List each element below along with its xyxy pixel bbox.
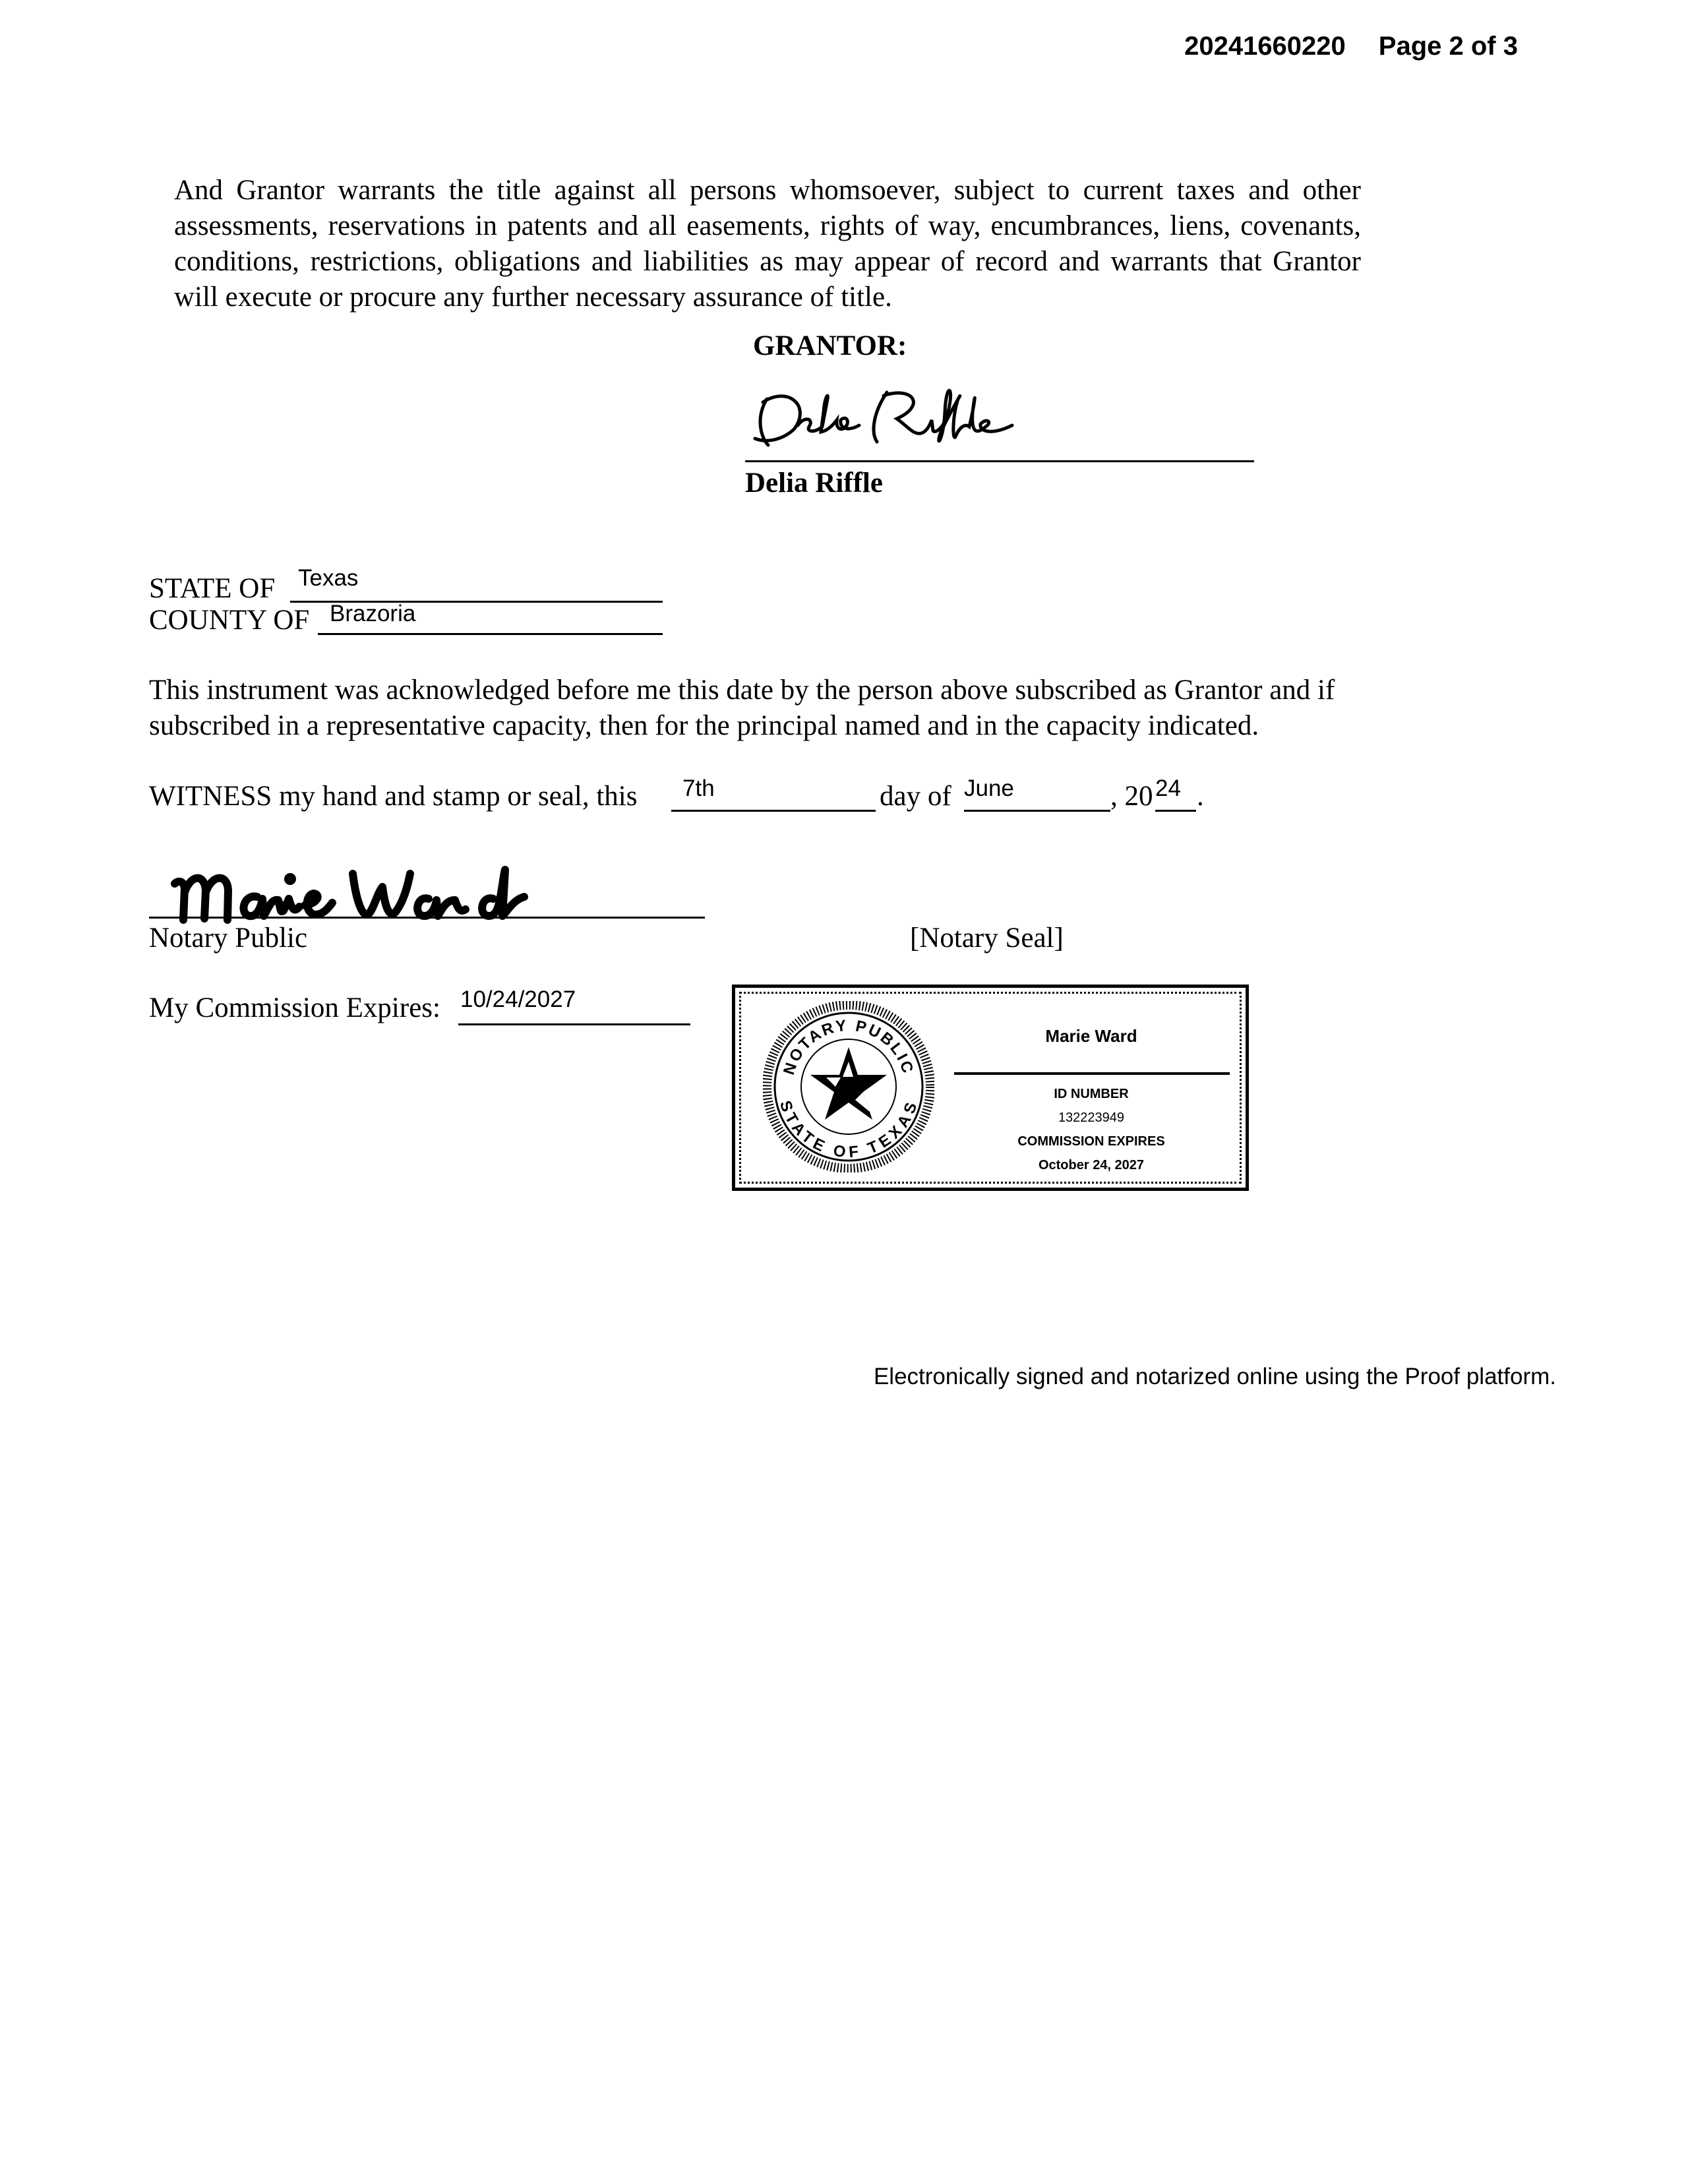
grantor-signature bbox=[748, 373, 1052, 452]
witness-label: WITNESS my hand and stamp or seal, this bbox=[149, 781, 638, 812]
page-indicator: Page 2 of 3 bbox=[1378, 32, 1518, 61]
stamp-divider bbox=[954, 1072, 1230, 1075]
witness-period: . bbox=[1197, 781, 1204, 812]
notary-public-label: Notary Public bbox=[149, 923, 308, 954]
witness-month-value: June bbox=[964, 775, 1014, 801]
witness-year-value: 24 bbox=[1155, 775, 1181, 801]
notary-seal-label: [Notary Seal] bbox=[910, 923, 1064, 954]
stamp-id-value: 132223949 bbox=[1058, 1110, 1125, 1125]
seal-bottom-text: STATE OF TEXAS bbox=[775, 1098, 922, 1162]
warranty-paragraph: And Grantor warrants the title against all persons whomsoever, subject to current taxes and other assessments, reservations in patents and all easements, rights of way, encumbrances, liens, covenants, conditions, restrictions, obligations and liabilities as may appear of record and warrants that Grantor will execute or procure any further necessary assurance of title. bbox=[174, 175, 1361, 313]
stamp-expires-label: COMMISSION EXPIRES bbox=[1017, 1134, 1165, 1149]
seal-star-icon bbox=[810, 1047, 887, 1120]
grantor-name: Delia Riffle bbox=[745, 468, 883, 499]
state-value: Texas bbox=[298, 565, 359, 591]
commission-expires-line bbox=[458, 1023, 690, 1025]
grantor-heading: GRANTOR: bbox=[753, 330, 907, 361]
acknowledgment-paragraph: This instrument was acknowledged before me this date by the person above subscribed as Grantor and if subscribed in a representative capacity, then for the principal named and in the capacity indicated. bbox=[149, 675, 1335, 741]
page-header bbox=[1184, 32, 1518, 61]
stamp-notary-name: Marie Ward bbox=[1045, 1026, 1137, 1046]
document-number: 20241660220 bbox=[1184, 32, 1346, 61]
county-label: COUNTY OF bbox=[149, 605, 310, 636]
notary-seal-emblem bbox=[763, 1001, 934, 1172]
stamp-expires-value: October 24, 2027 bbox=[1038, 1158, 1145, 1172]
witness-day-of-label: day of bbox=[880, 781, 951, 812]
commission-expires-label: My Commission Expires: bbox=[149, 992, 440, 1023]
proof-platform-footer: Electronically signed and notarized online using the Proof platform. bbox=[873, 1364, 1556, 1389]
witness-year-prefix: , 20 bbox=[1110, 781, 1153, 812]
witness-year-line bbox=[1155, 810, 1196, 812]
witness-day-value: 7th bbox=[682, 775, 715, 801]
stamp-id-label: ID NUMBER bbox=[1054, 1087, 1129, 1101]
grantor-signature-line bbox=[745, 460, 1254, 462]
commission-expires-value: 10/24/2027 bbox=[460, 986, 576, 1012]
seal-top-text: NOTARY PUBLIC bbox=[780, 1016, 917, 1077]
county-value: Brazoria bbox=[330, 601, 416, 626]
witness-month-line bbox=[964, 810, 1110, 812]
state-label: STATE OF bbox=[149, 573, 276, 604]
witness-day-line bbox=[671, 810, 876, 812]
notary-signature-line bbox=[149, 917, 705, 919]
notary-stamp bbox=[732, 985, 1249, 1191]
county-line bbox=[318, 633, 663, 635]
